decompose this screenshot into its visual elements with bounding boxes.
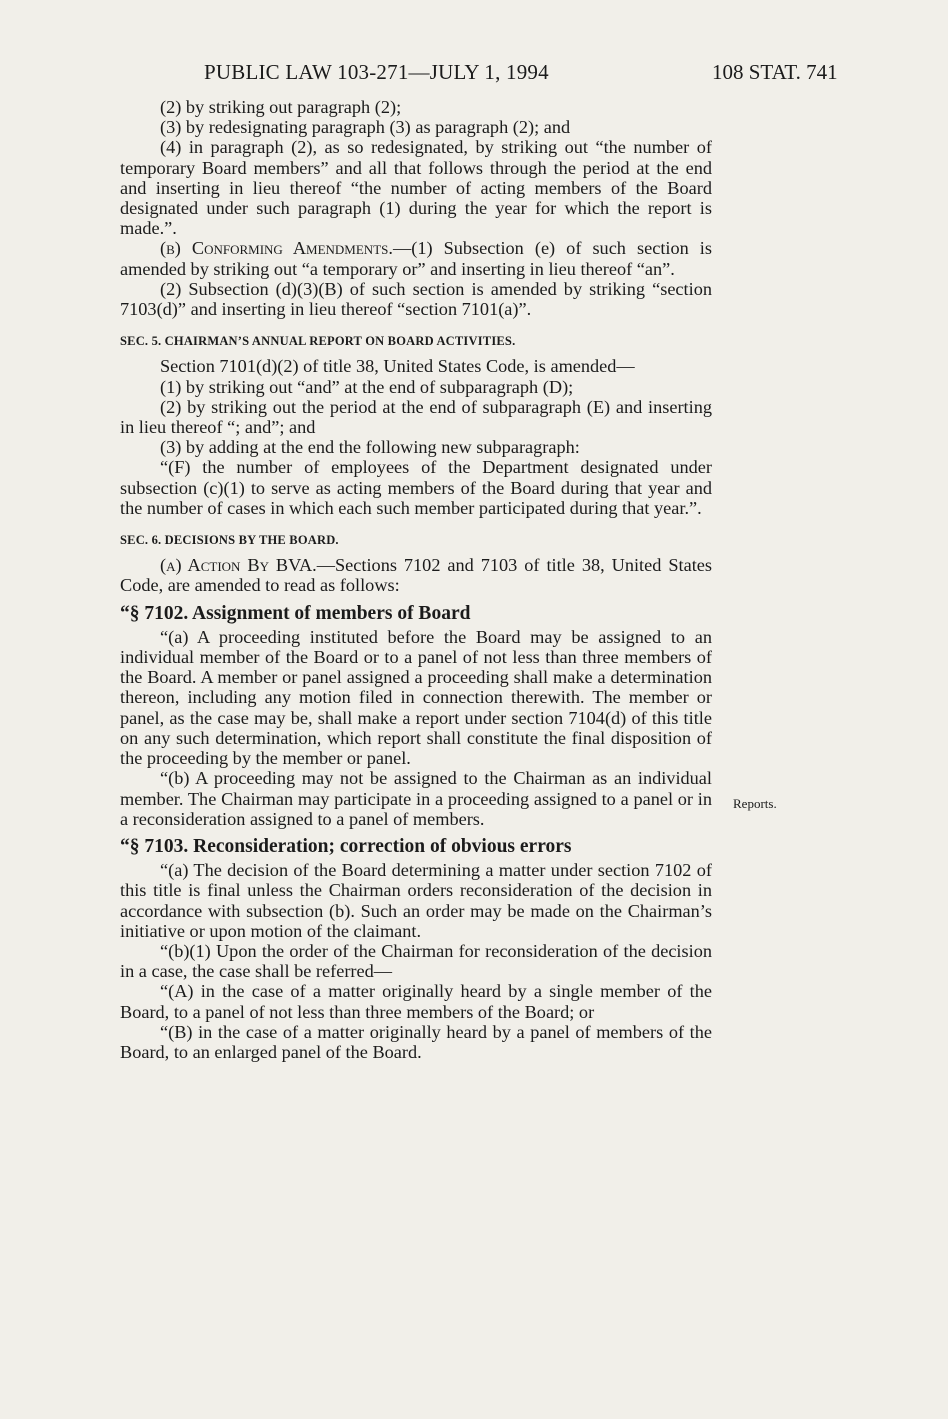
paragraph: (2) by striking out the period at the end of subparagraph (E) and inserting in lieu thereof “; and”; and: [120, 396, 712, 438]
paragraph: “(b)(1) Upon the order of the Chairman for reconsideration of the decision in a case, the case shall be referred—: [120, 940, 712, 982]
paragraph: “(F) the number of employees of the Department designated under subsection (c)(1) to serve as acting members of the Board during that year and the number of cases in which each such member participated during that year.”.: [120, 457, 712, 518]
page-header-title: PUBLIC LAW 103-271—JULY 1, 1994: [204, 60, 549, 84]
body-text: [120, 97, 712, 1062]
paragraph: “(A) in the case of a matter originally heard by a single member of the Board, to a panel of not less than three members of the Board; or: [120, 981, 712, 1022]
section-heading: SEC. 6. DECISIONS BY THE BOARD.: [120, 533, 339, 548]
paragraph: “(a) The decision of the Board determining a matter under section 7102 of this title is final unless the Chairman orders reconsideration of the decision in accordance with subsection (b). Such an order may be made on the Chairman’s initiative or upon motion of the claimant.: [120, 860, 712, 941]
paragraph: (b) Conforming Amendments.—(1) Subsection (e) of such section is amended by striking out “a temporary or” and inserting in lieu thereof “an”.: [120, 238, 712, 279]
paragraph: “(B) in the case of a matter originally heard by a panel of members of the Board, to an enlarged panel of the Board.: [120, 1021, 712, 1062]
paragraph: (3) by redesignating paragraph (3) as paragraph (2); and: [160, 117, 571, 138]
paragraph: “(a) A proceeding instituted before the Board may be assigned to an individual member of the Board or to a panel of not less than three members of the Board. A member or panel assigned a proceeding shall make a determination thereon, including any motion filed in connection therewith. The member or panel, as the case may be, shall make a report under section 7104(d) of this title on any such determination, which report shall constitute the final disposition of the proceeding by the member or panel.: [120, 626, 712, 769]
page-header-stat: 108 STAT. 741: [712, 60, 838, 84]
paragraph: (4) in paragraph (2), as so redesignated, by striking out “the number of temporary Board members” and all that follows through the period at the end and inserting in lieu thereof “the number of acting members of the Board designated under such paragraph (1) during the year for which the report is made.”.: [120, 137, 712, 239]
section-title: “§ 7102. Assignment of members of Board: [120, 602, 471, 624]
margin-note: Reports.: [733, 796, 777, 811]
paragraph: (1) by striking out “and” at the end of subparagraph (D);: [160, 376, 574, 397]
paragraph: (a) Action By BVA.—Sections 7102 and 7103 of title 38, United States Code, are amended to read as follows:: [120, 555, 713, 596]
section-title: “§ 7103. Reconsideration; correction of obvious errors: [120, 835, 572, 857]
paragraph: (3) by adding at the end the following new subparagraph:: [160, 437, 580, 458]
paragraph: (2) Subsection (d)(3)(B) of such section is amended by striking “section 7103(d)” and inserting in lieu thereof “section 7101(a)”.: [120, 278, 712, 320]
paragraph: “(b) A proceeding may not be assigned to the Chairman as an individual member. The Chairman may participate in a proceeding assigned to a panel or in a reconsideration assigned to a panel of members.: [120, 768, 712, 829]
section-heading: SEC. 5. CHAIRMAN’S ANNUAL REPORT ON BOARD ACTIVITIES.: [120, 334, 516, 349]
paragraph: Section 7101(d)(2) of title 38, United States Code, is amended—: [160, 356, 635, 377]
subsection-heading: (b) Conforming Amendments.: [160, 238, 393, 259]
paragraph: (2) by striking out paragraph (2);: [160, 97, 402, 117]
subsection-heading: (a) Action By BVA.: [160, 555, 317, 576]
